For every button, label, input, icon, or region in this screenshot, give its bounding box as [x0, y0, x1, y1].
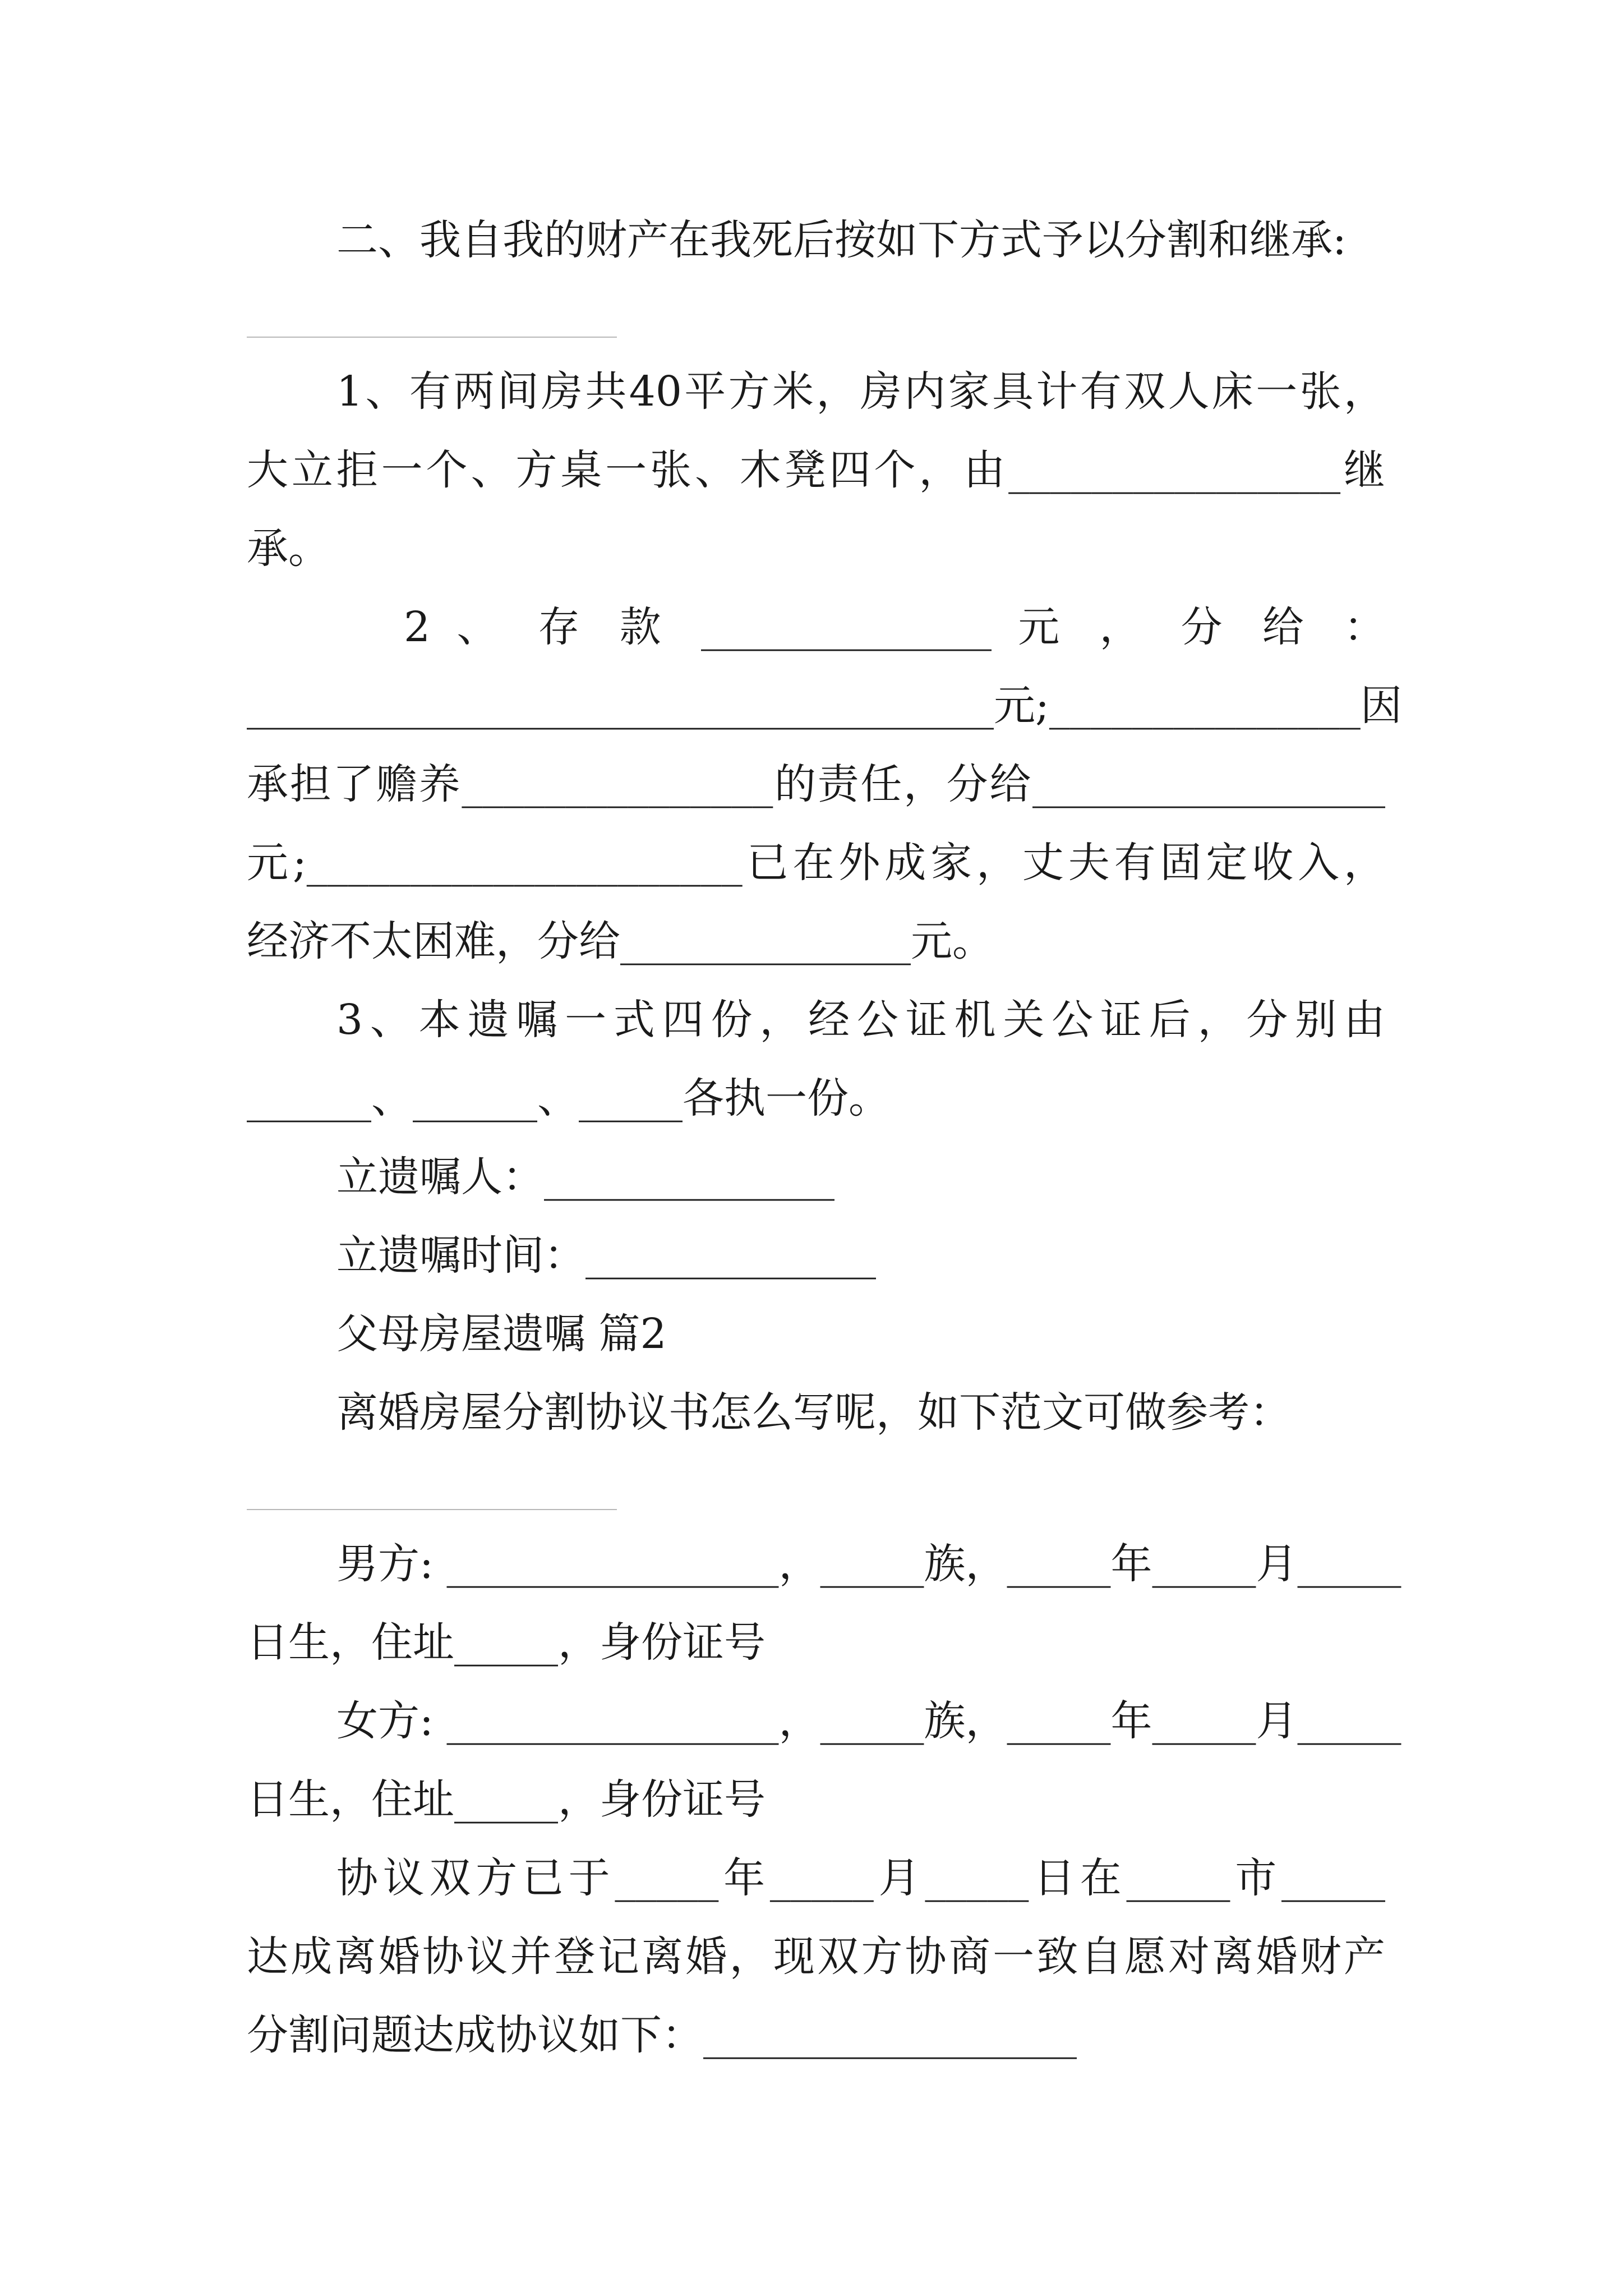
item-1-line-2: 大立拒一个、方桌一张、木凳四个，由________________继	[247, 446, 1385, 494]
item-2-line-5: 经济不太困难，分给______________元。	[247, 917, 994, 965]
female-party-line-1: 女方: ________________，_____族，_____年_____月_____	[336, 1697, 1401, 1745]
item-1-line-3: 承。	[247, 524, 330, 573]
item-1-line-1: 1、有两间房共40平方米，房内家具计有双人床一张，	[336, 367, 1385, 416]
divorce-intro: 离婚房屋分割协议书怎么写呢，如下范文可做参考：	[336, 1388, 1291, 1437]
agreement-line-1: 协议双方已于_____年_____月_____日在_____市_____	[336, 1854, 1385, 1902]
separator-rule	[247, 337, 617, 338]
will-date-line: 立遗嘱时间：______________	[336, 1231, 876, 1280]
item-2-line-4: 元;_____________________已在外成家，丈夫有固定收入，	[247, 839, 1385, 887]
item-2-line-1: 2 、 存 款 ______________ 元 ， 分 给 ：	[404, 603, 1385, 651]
male-party-line-2: 日生，住址_____，身份证号	[247, 1618, 766, 1667]
section-title: 父母房屋遗嘱 篇2	[336, 1310, 667, 1358]
testator-line: 立遗嘱人：______________	[336, 1153, 834, 1201]
female-party-line-2: 日生，住址_____，身份证号	[247, 1775, 766, 1824]
agreement-line-3: 分割问题达成协议如下：__________________	[247, 2011, 1077, 2059]
item-2-line-3: 承担了赡养_______________的责任，分给_________________	[247, 760, 1385, 808]
clause-two-heading: 二、我自我的财产在我死后按如下方式予以分割和继承:	[336, 216, 1347, 264]
item-3-line-1: 3、本遗嘱一式四份，经公证机关公证后，分别由	[336, 996, 1385, 1044]
separator-rule-2	[247, 1509, 617, 1510]
agreement-line-2: 达成离婚协议并登记离婚，现双方协商一致自愿对离婚财产	[247, 1932, 1385, 1981]
item-2-line-2: ____________________________________元;_______________因	[247, 682, 1402, 730]
male-party-line-1: 男方: ________________，_____族，_____年_____月_____	[336, 1540, 1401, 1588]
item-3-line-2: ______、______、_____各执一份。	[247, 1074, 890, 1122]
